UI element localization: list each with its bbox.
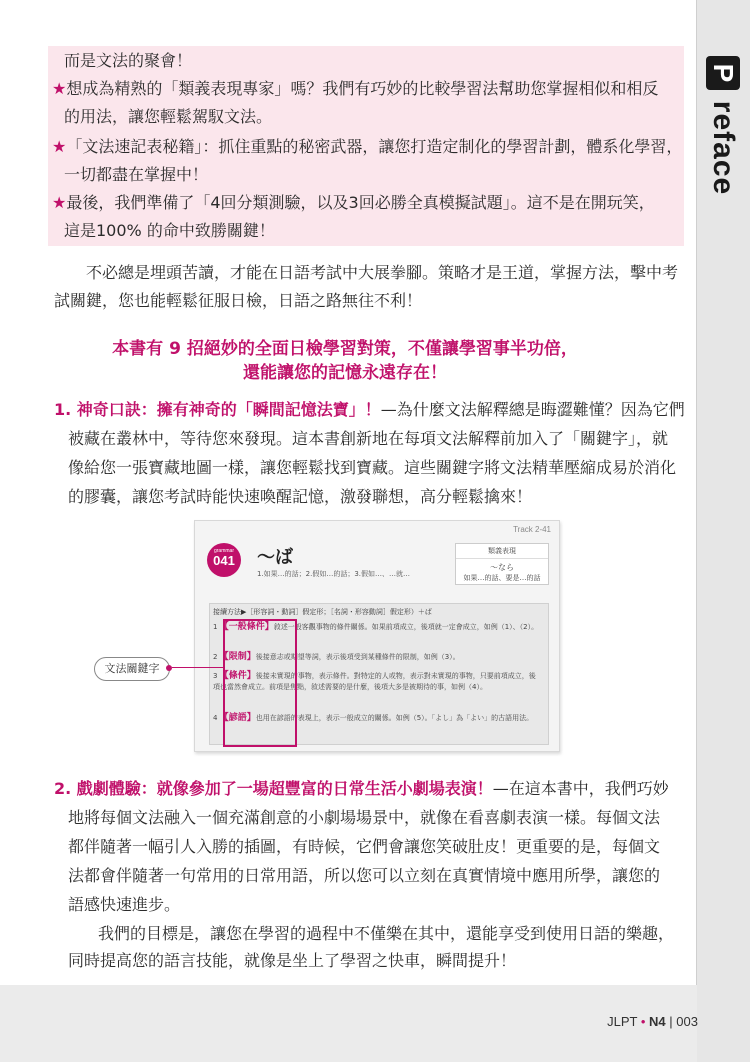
closing-line: 同時提高您的語言技能，就像是坐上了學習之快車，瞬間提升！	[68, 951, 517, 970]
pink-line: ★想成為精熟的「類義表現專家」嗎？我們有巧妙的比較學習法幫助您掌握相似和相反	[52, 79, 659, 98]
closing-line: 我們的目標是，讓您在學習的過程中不僅樂在其中，還能享受到使用日語的樂趣，	[98, 924, 675, 943]
section1-first-line: 1. 神奇口訣：擁有神奇的「瞬間記憶法寶」！—為什麼文法解釋總是晦澀難懂？因為它們	[54, 400, 685, 419]
preface-first-letter: P	[706, 56, 740, 90]
pink-line: 一切都盡在掌握中！	[64, 165, 209, 184]
section1-line: 像給您一張寶藏地圖一樣，讓您輕鬆找到寶藏。這些關鍵字將文法精華壓縮成易於消化	[68, 458, 677, 477]
section2-first-line: 2. 戲劇體驗：就像參加了一場超豐富的日常生活小劇場表演！—在這本書中，我們巧妙	[54, 779, 669, 798]
pink-line: 而是文法的聚會！	[64, 51, 193, 70]
section2-line: 法都會伴隨著一句常用的日常用語，所以您可以立刻在真實情境中應用所學，讓您的	[68, 866, 661, 885]
similar-expression-box: 類義表現 ～なら 如果…的話、要是…的話	[455, 543, 549, 585]
grammar-sample-card	[194, 520, 560, 752]
explanation-item: 3 【條件】後接未實現的事物，表示條件。對特定的人或物，表示對未實現的事物，只要前項成立，後項也當然會成立。前項是焦點，敘述需要的是什麼，後項大多是被期待的事，如例（4）。	[213, 671, 536, 691]
pink-line: 這是100% 的命中致勝關鍵！	[64, 221, 275, 240]
right-rule	[696, 0, 697, 1062]
section2-line: 語感快速進步。	[68, 895, 181, 914]
section2-line: 都伴隨著一幅引人入勝的插圖，有時候，它們會讓您笑破肚皮！更重要的是，每個文	[68, 837, 661, 856]
section1-line: 的膠囊，讓您考試時能快速喚醒記憶，激發聯想，高分輕鬆擒來！	[68, 487, 533, 506]
intro-line: 試關鍵，您也能輕鬆征服日檢，日語之路無往不利！	[54, 291, 423, 310]
section2-title: 2. 戲劇體驗：就像參加了一場超豐富的日常生活小劇場表演！	[54, 779, 493, 798]
page-footer: JLPT • N4 | 003	[607, 1014, 698, 1029]
section2-line: 地將每個文法融入一個充滿創意的小劇場場景中，就像在看喜劇表演一樣。每個文法	[68, 808, 661, 827]
pointer-line	[172, 667, 224, 668]
keyword-pointer-label: 文法關鍵字	[94, 657, 170, 681]
pink-line: 的用法，讓您輕鬆駕馭文法。	[64, 107, 273, 126]
keyword-highlight-frame	[223, 619, 297, 747]
grammar-title: ～ば	[257, 547, 293, 568]
track-label: Track 2-41	[513, 525, 551, 534]
section1-line: 被藏在叢林中，等待您來發現。這本書創新地在每項文法解釋前加入了「關鍵字」，就	[68, 429, 669, 448]
intro-line: 不必總是埋頭苦讀，才能在日語考試中大展拳腳。策略才是王道，掌握方法，擊中考	[86, 263, 679, 282]
grammar-badge: grammar 041	[207, 543, 241, 577]
preface-tab	[700, 52, 746, 196]
explanation-item: 4 【諺語】也用在諺語的表現上，表示一般成立的關係。如例（5）。「よし」為「よい」的古語用法。	[213, 713, 534, 723]
pink-line: ★最後，我們準備了「4回分類測驗，以及3回必勝全真模擬試題」。這不是在開玩笑，	[52, 193, 655, 212]
pointer-dot	[166, 665, 172, 671]
grammar-meaning: 1.如果…的話；2.假如…的話；3.假如…、…就…	[257, 570, 411, 578]
explanation-item: 2 【限制】後接意志或期望等詞，表示後項受到某種條件的限制，如例（3）。	[213, 652, 460, 662]
headline: 還能讓您的記憶永遠存在！	[243, 363, 447, 383]
explanation-item: 1 【一般條件】敘述一般客觀事物的條件關係。如果前項成立，後項就一定會成立，如例（1）、（2）。	[213, 622, 539, 632]
headline: 本書有 9 招絕妙的全面日檢學習對策，不僅讓學習事半功倍，	[112, 339, 578, 359]
section1-title: 1. 神奇口訣：擁有神奇的「瞬間記憶法寶」！	[54, 400, 381, 419]
pink-line: ★「文法速記表秘籍」：抓住重點的秘密武器，讓您打造定制化的學習計劃，體系化學習，	[52, 137, 683, 156]
preface-rest: reface	[707, 100, 740, 196]
page-number: 003	[676, 1014, 698, 1029]
connection-rule: 接續方法▶［形容詞・動詞］假定形；［名詞・形容動詞］假定形）＋ば	[213, 608, 432, 616]
